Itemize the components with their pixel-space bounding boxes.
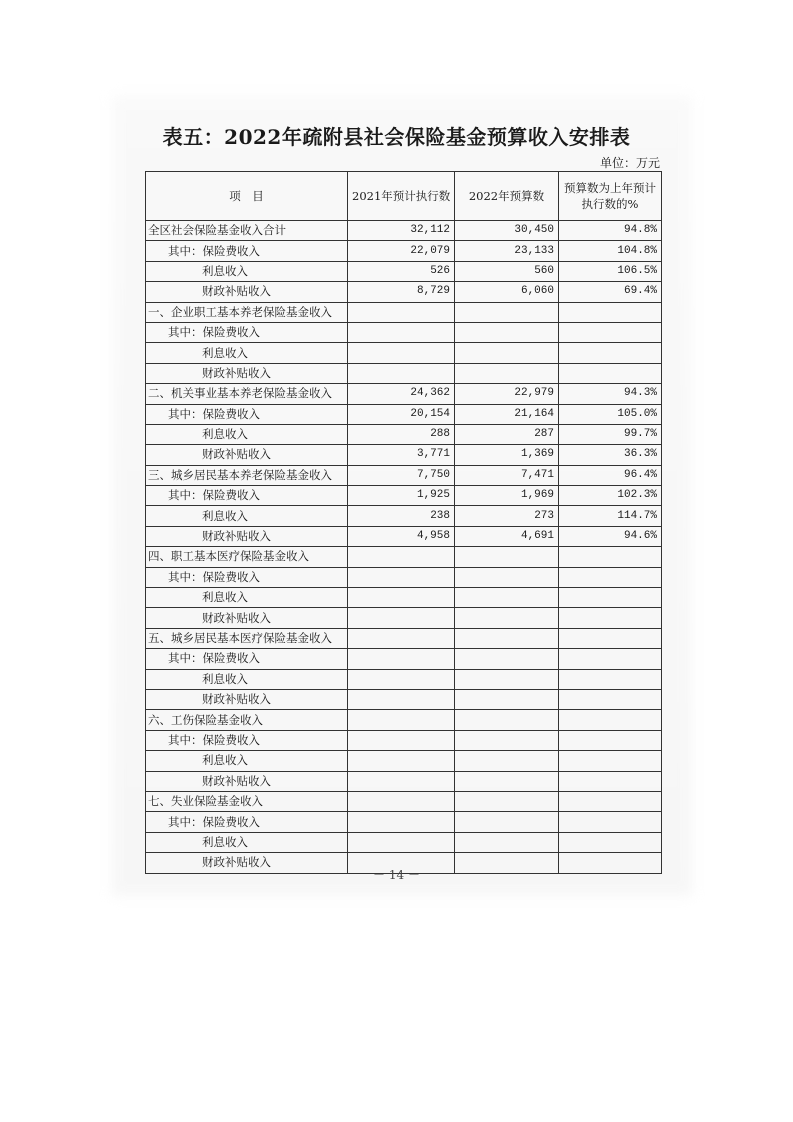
row-label: 三、城乡居民基本养老保险基金收入	[146, 465, 348, 485]
row-2021-value: 238	[348, 506, 455, 526]
row-2021-value	[348, 832, 455, 852]
row-ratio-value	[559, 771, 662, 791]
row-ratio-value: 94.8%	[559, 221, 662, 241]
row-2022-value	[455, 649, 559, 669]
table-row	[146, 751, 662, 771]
row-label: 利息收入	[146, 751, 348, 771]
row-label: 四、职工基本医疗保险基金收入	[146, 547, 348, 567]
table-row	[146, 608, 662, 628]
table-row	[146, 506, 662, 526]
row-label: 利息收入	[146, 669, 348, 689]
row-label: 其中：保险费收入	[146, 241, 348, 261]
row-2021-value	[348, 771, 455, 791]
row-ratio-value: 36.3%	[559, 445, 662, 465]
row-label: 其中：保险费收入	[146, 322, 348, 342]
table-row	[146, 384, 662, 404]
row-ratio-value: 102.3%	[559, 486, 662, 506]
table-row	[146, 689, 662, 709]
row-2022-value	[455, 730, 559, 750]
row-ratio-value	[559, 547, 662, 567]
row-2021-value: 526	[348, 261, 455, 281]
row-2022-value: 1,969	[455, 486, 559, 506]
table-row	[146, 343, 662, 363]
row-2022-value	[455, 547, 559, 567]
row-2022-value	[455, 628, 559, 648]
table-row	[146, 588, 662, 608]
row-ratio-value	[559, 608, 662, 628]
table-row	[146, 730, 662, 750]
row-ratio-value	[559, 628, 662, 648]
row-label: 一、企业职工基本养老保险基金收入	[146, 302, 348, 322]
header-ratio-line1: 预算数为上年预计	[564, 181, 656, 195]
row-2022-value	[455, 669, 559, 689]
row-2022-value: 4,691	[455, 526, 559, 546]
row-ratio-value: 104.8%	[559, 241, 662, 261]
row-ratio-value: 106.5%	[559, 261, 662, 281]
row-2022-value	[455, 302, 559, 322]
row-2021-value: 22,079	[348, 241, 455, 261]
row-ratio-value	[559, 363, 662, 383]
row-ratio-value	[559, 689, 662, 709]
row-2021-value	[348, 588, 455, 608]
header-ratio-line2: 执行数的%	[581, 197, 639, 211]
table-row	[146, 669, 662, 689]
row-2021-value: 3,771	[348, 445, 455, 465]
table-title: 表五：2022年疏附县社会保险基金预算收入安排表	[162, 125, 631, 149]
row-ratio-value	[559, 669, 662, 689]
row-2022-value	[455, 751, 559, 771]
row-2021-value	[348, 791, 455, 811]
table-row	[146, 791, 662, 811]
row-2022-value	[455, 771, 559, 791]
row-label: 其中：保险费收入	[146, 486, 348, 506]
table-row	[146, 832, 662, 852]
row-label: 利息收入	[146, 832, 348, 852]
header-2021: 2021年预计执行数	[348, 172, 455, 221]
row-ratio-value: 94.6%	[559, 526, 662, 546]
row-label: 其中：保险费收入	[146, 649, 348, 669]
table-row	[146, 710, 662, 730]
table-row	[146, 445, 662, 465]
row-label: 利息收入	[146, 343, 348, 363]
table-row	[146, 486, 662, 506]
row-2022-value: 22,979	[455, 384, 559, 404]
row-ratio-value: 94.3%	[559, 384, 662, 404]
row-ratio-value	[559, 730, 662, 750]
row-label: 利息收入	[146, 424, 348, 444]
header-2022: 2022年预算数	[455, 172, 559, 221]
row-label: 财政补贴收入	[146, 771, 348, 791]
row-ratio-value: 96.4%	[559, 465, 662, 485]
row-label: 财政补贴收入	[146, 363, 348, 383]
row-2021-value: 32,112	[348, 221, 455, 241]
row-2022-value: 21,164	[455, 404, 559, 424]
row-2021-value	[348, 812, 455, 832]
row-2022-value	[455, 343, 559, 363]
row-ratio-value	[559, 322, 662, 342]
row-2022-value	[455, 832, 559, 852]
table-row	[146, 547, 662, 567]
row-2022-value: 30,450	[455, 221, 559, 241]
row-2022-value	[455, 322, 559, 342]
row-2021-value	[348, 322, 455, 342]
unit-label: 单位：万元	[599, 156, 660, 170]
row-2021-value: 20,154	[348, 404, 455, 424]
row-2021-value	[348, 567, 455, 587]
row-2022-value	[455, 363, 559, 383]
header-item: 项 目	[146, 172, 348, 221]
row-2022-value: 6,060	[455, 282, 559, 302]
row-label: 全区社会保险基金收入合计	[146, 221, 348, 241]
row-2021-value: 24,362	[348, 384, 455, 404]
row-label: 利息收入	[146, 588, 348, 608]
row-2022-value	[455, 812, 559, 832]
row-2021-value: 8,729	[348, 282, 455, 302]
row-2021-value	[348, 689, 455, 709]
row-label: 其中：保险费收入	[146, 730, 348, 750]
row-2021-value	[348, 547, 455, 567]
table-row	[146, 812, 662, 832]
row-label: 利息收入	[146, 261, 348, 281]
table-body	[146, 221, 662, 874]
row-2022-value	[455, 689, 559, 709]
row-ratio-value: 69.4%	[559, 282, 662, 302]
row-2022-value	[455, 588, 559, 608]
table-row	[146, 221, 662, 241]
row-label: 财政补贴收入	[146, 853, 348, 873]
table-row	[146, 241, 662, 261]
row-2021-value	[348, 608, 455, 628]
row-ratio-value	[559, 343, 662, 363]
table-row	[146, 649, 662, 669]
row-2022-value: 23,133	[455, 241, 559, 261]
row-ratio-value: 114.7%	[559, 506, 662, 526]
row-label: 利息收入	[146, 506, 348, 526]
row-2021-value	[348, 649, 455, 669]
row-ratio-value	[559, 791, 662, 811]
table-row	[146, 424, 662, 444]
row-2022-value	[455, 791, 559, 811]
budget-table	[145, 171, 662, 874]
table-row	[146, 322, 662, 342]
row-label: 其中：保险费收入	[146, 404, 348, 424]
row-label: 六、工伤保险基金收入	[146, 710, 348, 730]
row-2022-value: 7,471	[455, 465, 559, 485]
table-header-row	[146, 172, 662, 221]
row-2022-value	[455, 567, 559, 587]
row-label: 七、失业保险基金收入	[146, 791, 348, 811]
row-ratio-value	[559, 302, 662, 322]
row-label: 财政补贴收入	[146, 282, 348, 302]
row-ratio-value	[559, 649, 662, 669]
table-row	[146, 404, 662, 424]
row-ratio-value	[559, 710, 662, 730]
row-ratio-value: 99.7%	[559, 424, 662, 444]
row-2021-value	[348, 628, 455, 648]
row-2021-value: 288	[348, 424, 455, 444]
row-2021-value	[348, 363, 455, 383]
row-label: 其中：保险费收入	[146, 812, 348, 832]
row-2021-value: 1,925	[348, 486, 455, 506]
row-2021-value	[348, 669, 455, 689]
row-2022-value	[455, 608, 559, 628]
row-2021-value: 4,958	[348, 526, 455, 546]
table-row	[146, 771, 662, 791]
table-row	[146, 282, 662, 302]
row-2021-value	[348, 710, 455, 730]
row-2021-value	[348, 343, 455, 363]
table-row	[146, 526, 662, 546]
row-2022-value: 1,369	[455, 445, 559, 465]
row-2022-value: 287	[455, 424, 559, 444]
header-ratio	[559, 172, 662, 221]
row-2022-value: 560	[455, 261, 559, 281]
row-2021-value	[348, 302, 455, 322]
row-label: 二、机关事业基本养老保险基金收入	[146, 384, 348, 404]
row-label: 财政补贴收入	[146, 526, 348, 546]
table-row	[146, 628, 662, 648]
table-row	[146, 302, 662, 322]
row-ratio-value: 105.0%	[559, 404, 662, 424]
row-label: 财政补贴收入	[146, 445, 348, 465]
row-label: 五、城乡居民基本医疗保险基金收入	[146, 628, 348, 648]
row-ratio-value	[559, 567, 662, 587]
row-label: 财政补贴收入	[146, 608, 348, 628]
row-ratio-value	[559, 588, 662, 608]
page-number: － 14 －	[373, 868, 420, 882]
table-row	[146, 261, 662, 281]
row-ratio-value	[559, 812, 662, 832]
row-label: 财政补贴收入	[146, 689, 348, 709]
row-2021-value	[348, 730, 455, 750]
table-row	[146, 465, 662, 485]
row-2022-value: 273	[455, 506, 559, 526]
row-2022-value	[455, 710, 559, 730]
row-label: 其中：保险费收入	[146, 567, 348, 587]
table-row	[146, 363, 662, 383]
row-2021-value: 7,750	[348, 465, 455, 485]
table-row	[146, 567, 662, 587]
row-2021-value	[348, 751, 455, 771]
row-ratio-value	[559, 751, 662, 771]
row-ratio-value	[559, 832, 662, 852]
